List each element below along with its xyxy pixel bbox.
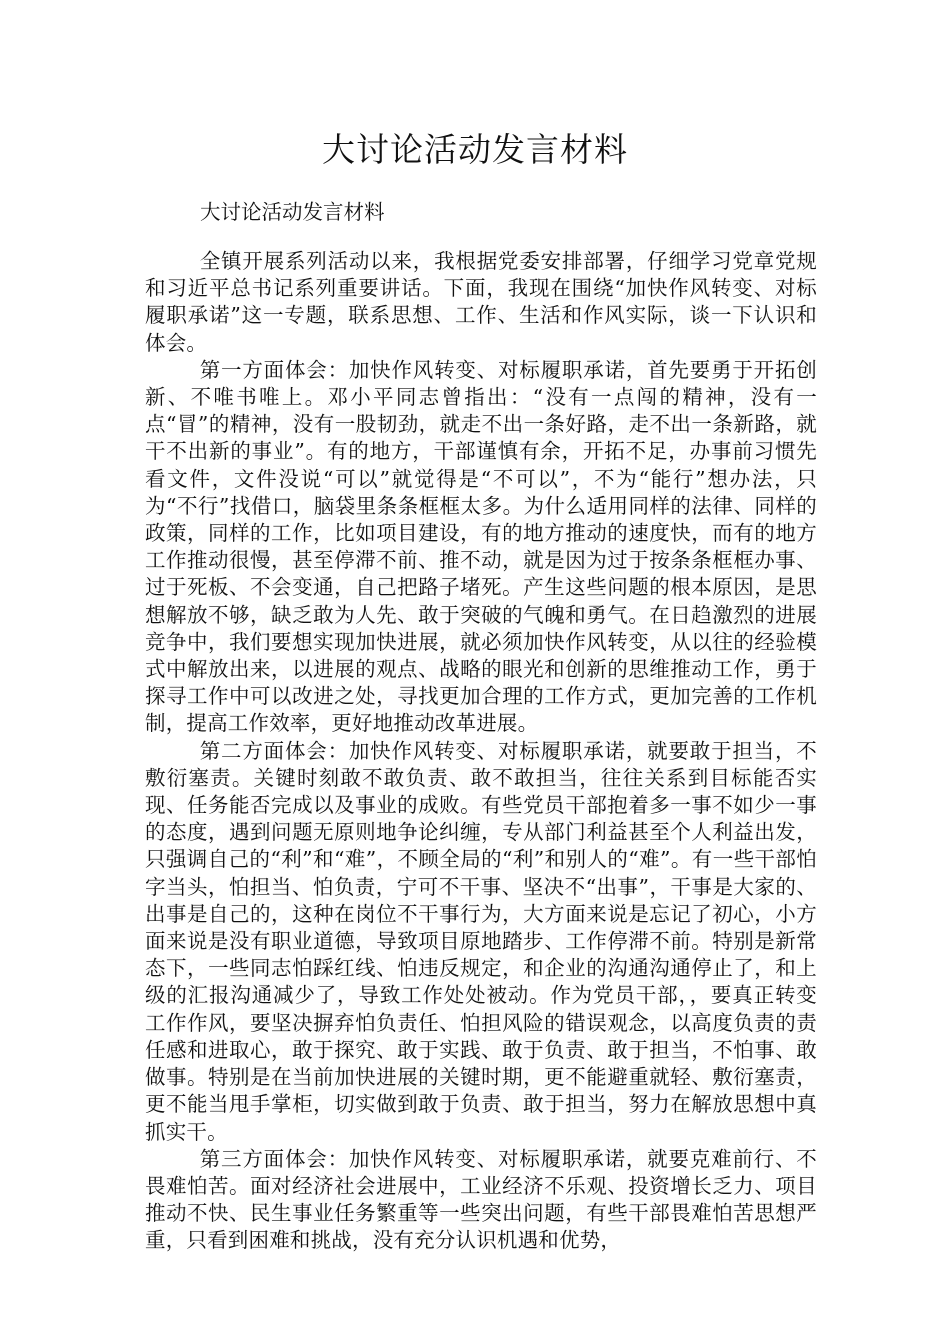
paragraph-first-point: 第一方面体会：加快作风转变、对标履职承诺，首先要勇于开拓创新、不唯书唯上。邓小平同志曾指出：“没有一点闯的精神，没有一点“冒”的精神，没有一股韧劲，就走不出一条好路，走不出一条新路，就干不出新的事业”。有的地方，干部谨慎有余，开拓不足，办事前习惯先看文件，文件没说“可以”就觉得是“不可以”，不为“能行”想办法，只为“不行”找借口，脑袋里条条框框太多。为什么适用同样的法律、同样的政策，同样的工作，比如项目建设，有的地方推动的速度快，而有的地方工作推动很慢，甚至停滞不前、推不动，就是因为过于按条条框框办事、过于死板、不会变通，自己把路子堵死。产生这些问题的根本原因，是思想解放不够，缺乏敢为人先、敢于突破的气魄和勇气。在日趋激烈的进展竞争中，我们要想实现加快进展，就必须加快作风转变，从以往的经验模式中解放出来，以进展的观点、战略的眼光和创新的思维推动工作，勇于探寻工作中可以改进之处，寻找更加合理的工作方式，更加完善的工作机制，提高工作效率，更好地推动改革进展。: [145, 357, 817, 736]
paragraph-third-point: 第三方面体会：加快作风转变、对标履职承诺，就要克难前行、不畏难怕苦。面对经济社会进展中，工业经济不乐观、投资增长乏力、项目推动不快、民生事业任务繁重等一些突出问题，有些干部畏难怕苦思想严重，只看到困难和挑战，没有充分认识机遇和优势，: [145, 1146, 817, 1253]
document-subtitle: 大讨论活动发言材料: [200, 200, 385, 224]
document-body: [145, 248, 817, 1255]
document-title: 大讨论活动发言材料: [322, 130, 628, 169]
paragraph-intro: 全镇开展系列活动以来，我根据党委安排部署，仔细学习党章党规和习近平总书记系列重要讲话。下面，我现在围绕“加快作风转变、对标履职承诺”这一专题，联系思想、工作、生活和作风实际，谈一下认识和体会。: [145, 249, 817, 355]
paragraph-second-point: 第二方面体会：加快作风转变、对标履职承诺，就要敢于担当，不敷衍塞责。关键时刻敢不敢负责、敢不敢担当，往往关系到目标能否实现、任务能否完成以及事业的成败。有些党员干部抱着多一事不如少一事的态度，遇到问题无原则地争论纠缠，专从部门利益甚至个人利益出发，只强调自己的“利”和“难”，不顾全局的“利”和别人的“难”。有一些干部怕字当头，怕担当、怕负责，宁可不干事、坚决不“出事”，干事是大家的、出事是自己的，这种在岗位不干事行为，大方面来说是忘记了初心，小方面来说是没有职业道德，导致项目原地踏步、工作停滞不前。特别是新常态下，一些同志怕踩红线、怕违反规定，和企业的沟通沟通停止了，和上级的汇报沟通减少了，导致工作处处被动。作为党员干部，，要真正转变工作作风，要坚决摒弃怕负责任、怕担风险的错误观念，以高度负责的责任感和进取心，敢于探究、敢于实践、敢于负责、敢于担当，不怕事、敢做事。特别是在当前加快进展的关键时期，更不能避重就轻、敷衍塞责，更不能当甩手掌柜，切实做到敢于负责、敢于担当，努力在解放思想中真抓实干。: [145, 738, 817, 1144]
